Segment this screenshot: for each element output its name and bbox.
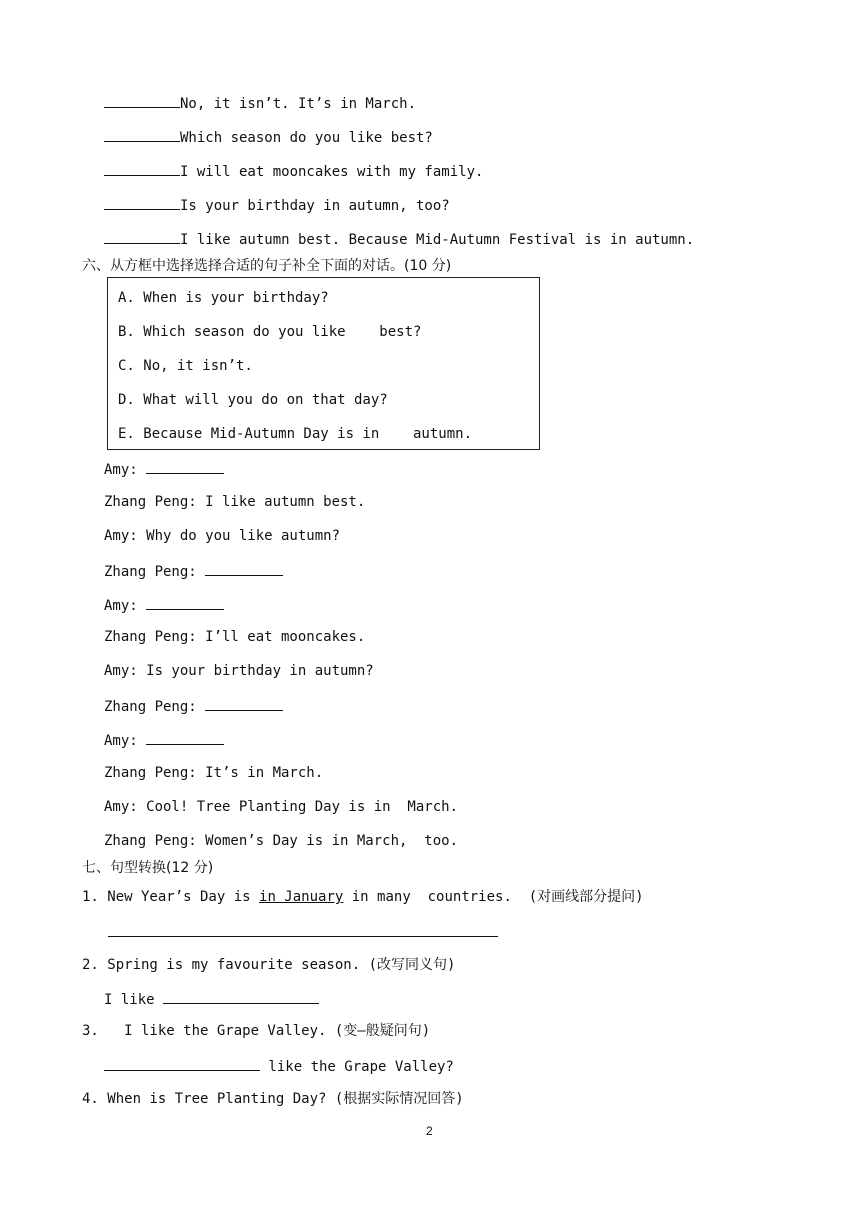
dialogue-line-2: Zhang Peng: I like autumn best. bbox=[104, 494, 366, 510]
dialogue-line-6: Zhang Peng: I’ll eat mooncakes. bbox=[104, 629, 366, 645]
dialogue-line-5: Amy: bbox=[104, 595, 224, 615]
question-3: 3. I like the Grape Valley. (变—般疑问句) bbox=[82, 1023, 431, 1039]
option-c: C. No, it isn’t. bbox=[118, 358, 253, 374]
question-3-answer: like the Grape Valley? bbox=[104, 1056, 454, 1076]
dialogue-line-8: Zhang Peng: bbox=[104, 696, 283, 716]
s5-line-5 bbox=[104, 229, 694, 249]
s5-text-2: Which season do you like best? bbox=[180, 130, 433, 146]
answer-blank[interactable] bbox=[146, 595, 224, 610]
dialogue-line-9: Amy: bbox=[104, 730, 224, 750]
s5-text-3: I will eat mooncakes with my family. bbox=[180, 164, 484, 180]
answer-blank[interactable] bbox=[205, 561, 283, 576]
answer-blank[interactable] bbox=[146, 730, 224, 745]
dialogue-line-7: Amy: Is your birthday in autumn? bbox=[104, 663, 374, 679]
s5-text-4: Is your birthday in autumn, too? bbox=[180, 198, 450, 214]
s5-text-1: No, it isn’t. It’s in March. bbox=[180, 96, 417, 112]
section6-heading: 六、从方框中选择选择合适的句子补全下面的对话。(10 分) bbox=[82, 258, 452, 274]
dialogue-line-11: Amy: Cool! Tree Planting Day is in March. bbox=[104, 799, 459, 815]
question-4: 4. When is Tree Planting Day? (根据实际情况回答) bbox=[82, 1091, 464, 1107]
section7-heading: 七、句型转换(12 分) bbox=[82, 860, 214, 876]
question-2-answer: I like bbox=[104, 989, 319, 1009]
option-b: B. Which season do you like best? bbox=[118, 324, 422, 340]
underlined-phrase: in January bbox=[259, 889, 344, 905]
question-1: 1. New Year’s Day is in January in many countries. (对画线部分提问) bbox=[82, 889, 644, 905]
answer-blank[interactable] bbox=[104, 1056, 260, 1071]
option-d: D. What will you do on that day? bbox=[118, 392, 388, 408]
answer-blank[interactable] bbox=[104, 93, 180, 108]
dialogue-line-1: Amy: bbox=[104, 459, 224, 479]
answer-line[interactable] bbox=[108, 936, 498, 937]
question-2: 2. Spring is my favourite season. (改写同义句) bbox=[82, 957, 456, 973]
answer-blank[interactable] bbox=[146, 459, 224, 474]
answer-blank[interactable] bbox=[163, 989, 319, 1004]
s5-line-3 bbox=[104, 161, 483, 181]
page-number: 2 bbox=[426, 1124, 433, 1138]
answer-blank[interactable] bbox=[104, 195, 180, 210]
answer-blank[interactable] bbox=[205, 696, 283, 711]
option-e: E. Because Mid-Autumn Day is in autumn. bbox=[118, 426, 473, 442]
dialogue-line-4: Zhang Peng: bbox=[104, 561, 283, 581]
dialogue-line-3: Amy: Why do you like autumn? bbox=[104, 528, 341, 544]
s5-line-4 bbox=[104, 195, 450, 215]
s5-text-5: I like autumn best. Because Mid-Autumn Festival is in autumn. bbox=[180, 232, 695, 248]
s5-line-1 bbox=[104, 93, 416, 113]
dialogue-line-10: Zhang Peng: It’s in March. bbox=[104, 765, 324, 781]
answer-blank[interactable] bbox=[104, 161, 180, 176]
options-box bbox=[107, 277, 540, 450]
dialogue-line-12: Zhang Peng: Women’s Day is in March, too. bbox=[104, 833, 459, 849]
answer-blank[interactable] bbox=[104, 127, 180, 142]
answer-blank[interactable] bbox=[104, 229, 180, 244]
option-a: A. When is your birthday? bbox=[118, 290, 329, 306]
s5-line-2 bbox=[104, 127, 433, 147]
